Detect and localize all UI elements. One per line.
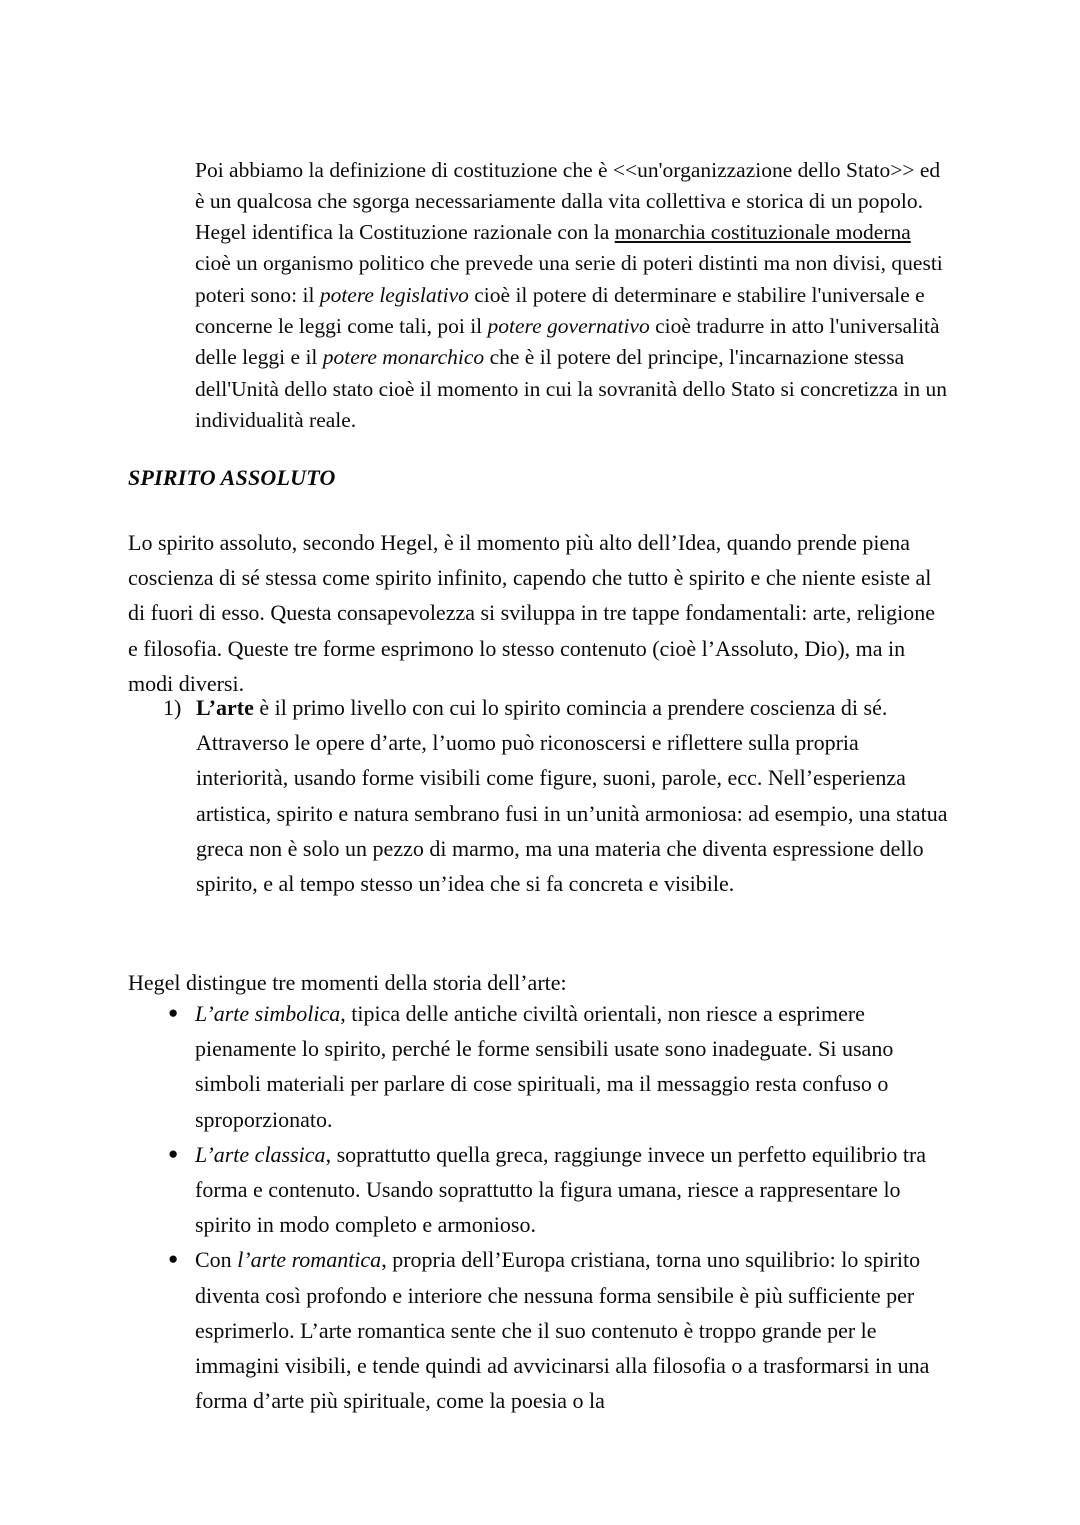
bullet-italic-lead: l’arte romantica: [237, 1247, 382, 1273]
italic-term-potere-legislativo: potere legislativo: [319, 282, 469, 307]
bullet-text: , soprattutto quella greca, raggiunge invece un perfetto equilibrio tra forma e contenuto. Usando soprattutto la figura umana, riesce a rappresentare lo spirito in modo completo e armonioso.: [195, 1141, 927, 1238]
intro-text-segment-4: cioè tradurre in atto l'universalità delle leggi e il: [195, 313, 940, 370]
intro-paragraph: [195, 155, 950, 437]
body-paragraph: Lo spirito assoluto, secondo Hegel, è il momento più alto dell’Idea, quando prende piena coscienza di sé stessa come spirito infinito, capendo che tutto è spirito e che niente esiste al di fuori di esso. Questa consapevolezza si sviluppa in tre tappe fondamentali: arte, religione e filosofia. Queste tre forme esprimono lo stesso contenuto (cioè l’Assoluto, Dio), ma in modi diversi.: [128, 530, 936, 696]
lead-line: Hegel distingue tre momenti della storia dell’arte:: [128, 970, 567, 995]
list-item-marker: 1): [163, 695, 182, 720]
bullet-icon: ●: [168, 1249, 179, 1269]
italic-term-potere-monarchico: potere monarchico: [322, 345, 485, 370]
intro-text-segment-5: che è il potere del principe, l'incarnazione stessa dell'Unità dello stato cioè il momento in cui la sovranità dello Stato si concretizza in un individualità reale.: [195, 345, 947, 432]
underlined-term-monarchia: monarchia costituzionale moderna: [614, 220, 911, 245]
bullet-list: [168, 996, 958, 1418]
bullet-icon: ●: [168, 1003, 179, 1022]
list-item-bold-lead: L’arte: [196, 695, 254, 720]
list-item: [168, 1137, 958, 1243]
italic-term-potere-governativo: potere governativo: [487, 313, 650, 338]
bullet-text: , propria dell’Europa cristiana, torna uno squilibrio: lo spirito diventa così profondo e interiore che nessuna forma sensibile è più sufficiente per esprimerlo. L’arte romantica sente che il suo contenuto è troppo grande per le immagini visibili, e tende quindi ad avvicinarsi alla filosofia o a trasformarsi in una forma d’arte più spirituale, come la poesia o la: [195, 1247, 930, 1414]
bullet-icon: ●: [168, 1143, 179, 1163]
bullet-italic-lead: L’arte simbolica: [195, 1001, 341, 1026]
list-item: [168, 1242, 958, 1418]
bullet-italic-lead: L’arte classica: [195, 1141, 326, 1167]
section-heading: SPIRITO ASSOLUTO: [128, 465, 336, 491]
list-item: [168, 996, 958, 1137]
bullet-prefix: Con: [195, 1247, 238, 1273]
intro-text-segment-3: cioè il potere di determinare e stabilire l'universale e concerne le leggi come tali, poi il: [195, 282, 925, 338]
bullet-text: , tipica delle antiche civiltà orientali, non riesce a esprimere pienamente lo spirito, perché le forme sensibili usate sono inadeguate. Si usano simboli materiali per parlare di cose spirituali, ma il messaggio resta confuso o sproporzionato.: [195, 1001, 894, 1132]
list-item-text: è il primo livello con cui lo spirito comincia a prendere coscienza di sé. Attraverso le opere d’arte, l’uomo può riconoscersi e riflettere sulla propria interiorità, usando forme visibili come figure, suoni, parole, ecc. Nell’esperienza artistica, spirito e natura sembrano fusi in un’unità armoniosa: ad esempio, una statua greca non è solo un pezzo di marmo, ma una materia che diventa espressione dello spirito, e al tempo stesso un’idea che si fa concreta e visibile.: [196, 695, 948, 897]
list-item: [163, 690, 953, 901]
ordered-list: [163, 690, 953, 901]
intro-text-segment-2: cioè un organismo politico che prevede una serie di poteri distinti ma non divisi, questi poteri sono: il: [195, 251, 943, 307]
intro-text-segment-1: Poi abbiamo la definizione di costituzione che è <<un'organizzazione dello Stato>> ed è un qualcosa che sgorga necessariamente dalla vita collettiva e storica di un popolo. Hegel identifica la Costituzione razionale con la: [195, 157, 941, 245]
